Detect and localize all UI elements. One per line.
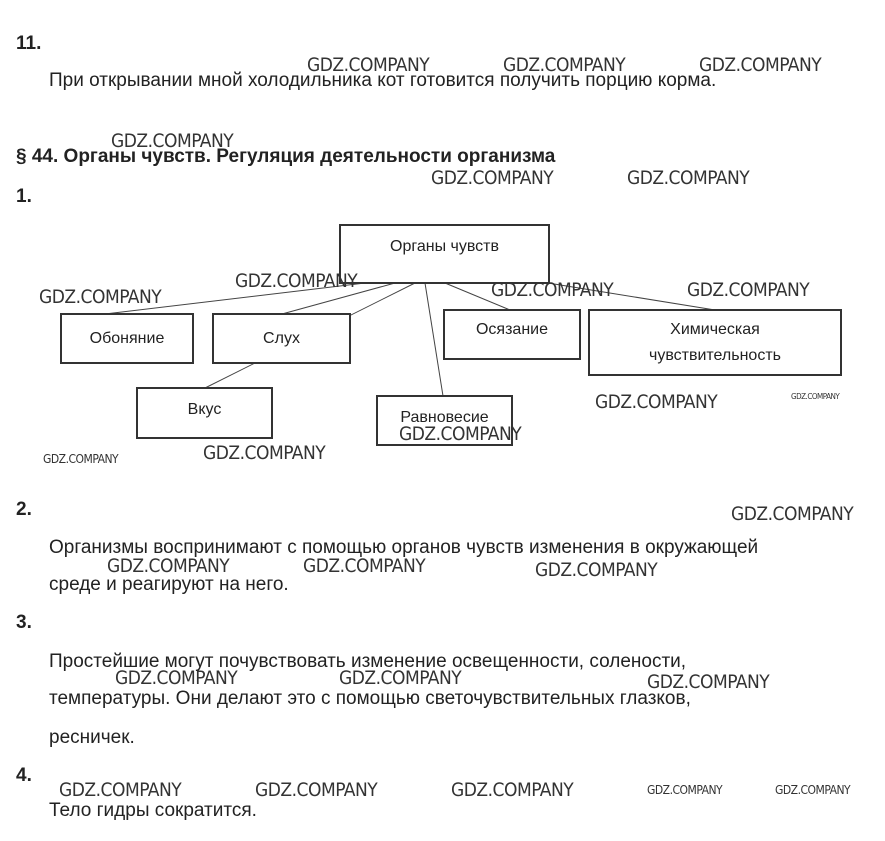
task-3-number: 3. [16,612,32,633]
task-1-number: 1. [16,186,32,207]
watermark: GDZ.COMPANY [491,279,614,301]
task-3-line-2: температуры. Они делают это с помощью светочувствительных глазков, [49,688,691,709]
watermark: GDZ.COMPANY [255,779,378,801]
diagram-label-slukh: Слух [263,329,300,347]
diagram-label-khimicheskaya-2: чувствительность [648,346,781,364]
task-2-number: 2. [16,499,32,520]
watermark: GDZ.COMPANY [647,671,770,693]
diagram-root-box [339,224,550,284]
section-heading: § 44. Органы чувств. Регуляция деятельности организма [16,146,556,167]
diagram-root-label: Органы чувств [390,238,499,255]
task-11-number: 11. [16,33,42,54]
task-3-line-3: ресничек. [49,727,135,748]
watermark: GDZ.COMPANY [791,392,840,401]
task-4-text: Тело гидры сократится. [49,800,257,821]
diagram-box-obonyanie [60,313,194,364]
watermark: GDZ.COMPANY [115,667,238,689]
diagram-box-khimicheskaya [588,309,842,376]
task-3-line-1: Простейшие могут почувствовать изменение освещенности, солености, [49,651,687,672]
watermark: GDZ.COMPANY [451,779,574,801]
diagram-label-khimicheskaya-1: Химическая [670,320,760,338]
watermark: GDZ.COMPANY [731,503,854,525]
watermark: GDZ.COMPANY [535,559,658,581]
diagram-label-vkus: Вкус [187,401,222,418]
task-11-text: При открывании мной холодильника кот готовится получить порцию корма. [49,70,717,91]
watermark: GDZ.COMPANY [235,270,358,292]
watermark: GDZ.COMPANY [399,423,522,445]
diagram-label-obonyanie: Обоняние [89,329,165,347]
diagram-label-ravnovesie: Равновесие [400,409,489,426]
watermark: GDZ.COMPANY [687,279,810,301]
watermark: GDZ.COMPANY [39,286,162,308]
diagram-box-osyazanie [443,309,581,360]
task-2-line-1: Организмы воспринимают с помощью органов чувств изменения в окружающей [49,537,759,558]
task-4-number: 4. [16,765,32,786]
watermark: GDZ.COMPANY [111,130,234,152]
watermark: GDZ.COMPANY [431,167,554,189]
watermark: GDZ.COMPANY [647,783,723,797]
watermark: GDZ.COMPANY [595,391,718,413]
watermark: GDZ.COMPANY [307,54,430,76]
watermark: GDZ.COMPANY [59,779,182,801]
watermark: GDZ.COMPANY [303,555,426,577]
watermark: GDZ.COMPANY [203,442,326,464]
diagram-box-slukh [212,313,351,364]
watermark: GDZ.COMPANY [775,783,851,797]
watermark: GDZ.COMPANY [503,54,626,76]
watermark: GDZ.COMPANY [627,167,750,189]
watermark: GDZ.COMPANY [699,54,822,76]
diagram-box-vkus [136,387,273,439]
watermark: GDZ.COMPANY [339,667,462,689]
watermark: GDZ.COMPANY [107,555,230,577]
task-2-line-2: среде и реагируют на него. [49,574,289,595]
diagram-label-osyazanie: Осязание [475,321,548,338]
watermark: GDZ.COMPANY [43,452,119,466]
connector-ravnovesie [425,283,443,396]
